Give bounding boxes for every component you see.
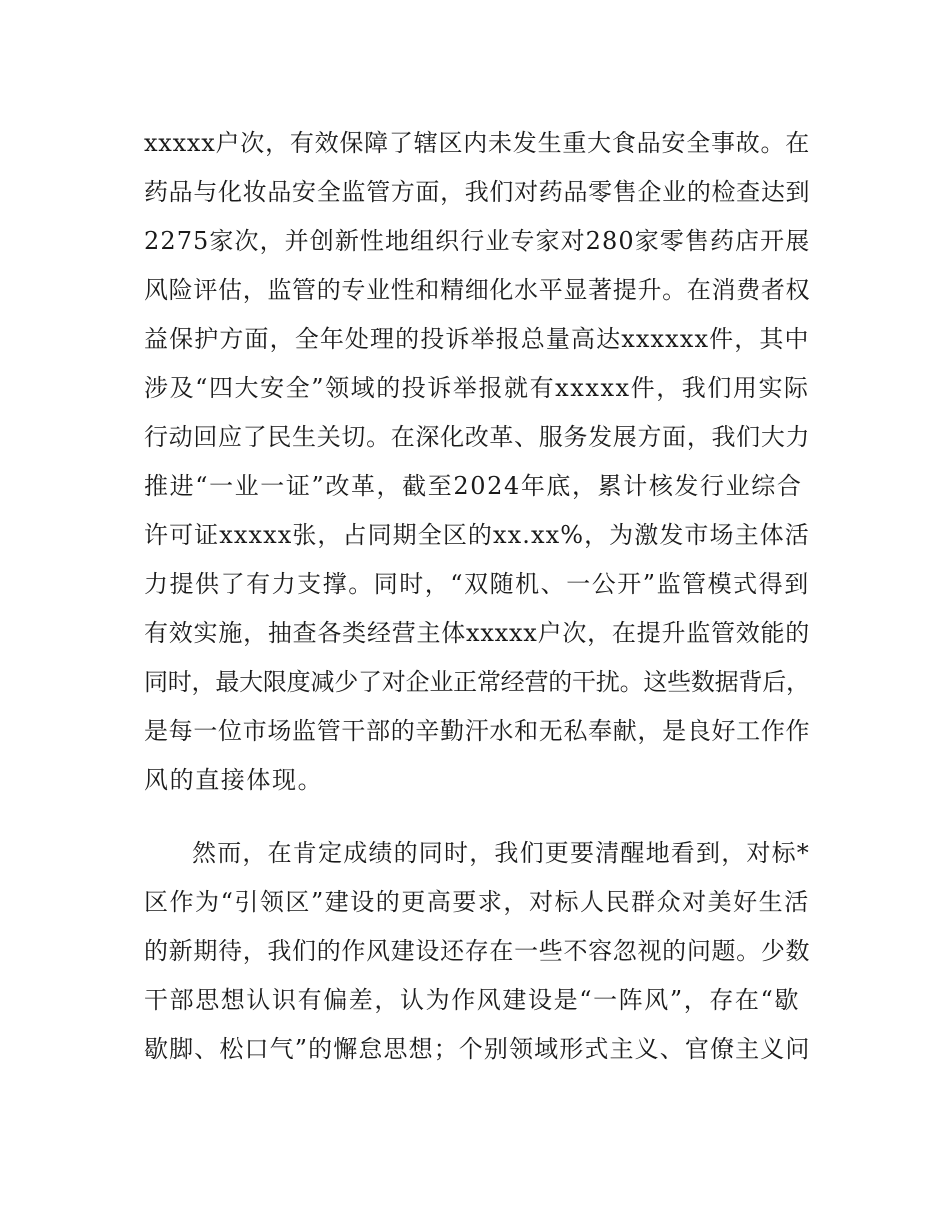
text-line: 许可证xxxxx张，占同期全区的xx.xx%，为激发市场主体活 [144,521,810,549]
text-line: 风险评估，监管的专业性和精细化水平显著提升。在消费者权 [144,276,811,304]
text-line: 涉及“四大安全”领域的投诉举报就有xxxxx件，我们用实际 [144,374,810,402]
text-line: 益保护方面，全年处理的投诉举报总量高达xxxxxx件，其中 [144,325,810,353]
text-line: 风的直接体现。 [144,766,324,794]
text-line: 推进“一业一证”改革，截至2024年底，累计核发行业综合 [144,472,803,500]
text-line: 行动回应了民生关切。在深化改革、服务发展方面，我们大力 [144,423,811,451]
text-line: 歇脚、松口气”的懈怠思想；个别领域形式主义、官僚主义问 [144,1035,811,1063]
text-line: 药品与化妆品安全监管方面，我们对药品零售企业的检查达到 [144,178,811,206]
text-line: 的新期待，我们的作风建设还存在一些不容忽视的问题。少数 [144,937,811,965]
text-line: xxxxx户次，有效保障了辖区内未发生重大食品安全事故。在 [144,129,811,157]
text-line: 区作为“引领区”建设的更高要求，对标人民群众对美好生活 [144,888,810,916]
text-line: 是每一位市场监管干部的辛勤汗水和无私奉献，是良好工作作 [144,717,811,745]
text-line: 同时，最大限度减少了对企业正常经营的干扰。这些数据背后， [144,668,810,696]
text-line: 干部思想认识有偏差，认为作风建设是“一阵风”，存在“歇 [144,986,801,1014]
text-line: 有效实施，抽查各类经营主体xxxxx户次，在提升监管效能的 [144,619,811,647]
text-line: 然而，在肯定成绩的同时，我们更要清醒地看到，对标* [192,839,810,867]
text-line: 2275家次，并创新性地组织行业专家对280家零售药店开展 [144,227,811,255]
text-line: 力提供了有力支撑。同时，“双随机、一公开”监管模式得到 [144,570,810,598]
